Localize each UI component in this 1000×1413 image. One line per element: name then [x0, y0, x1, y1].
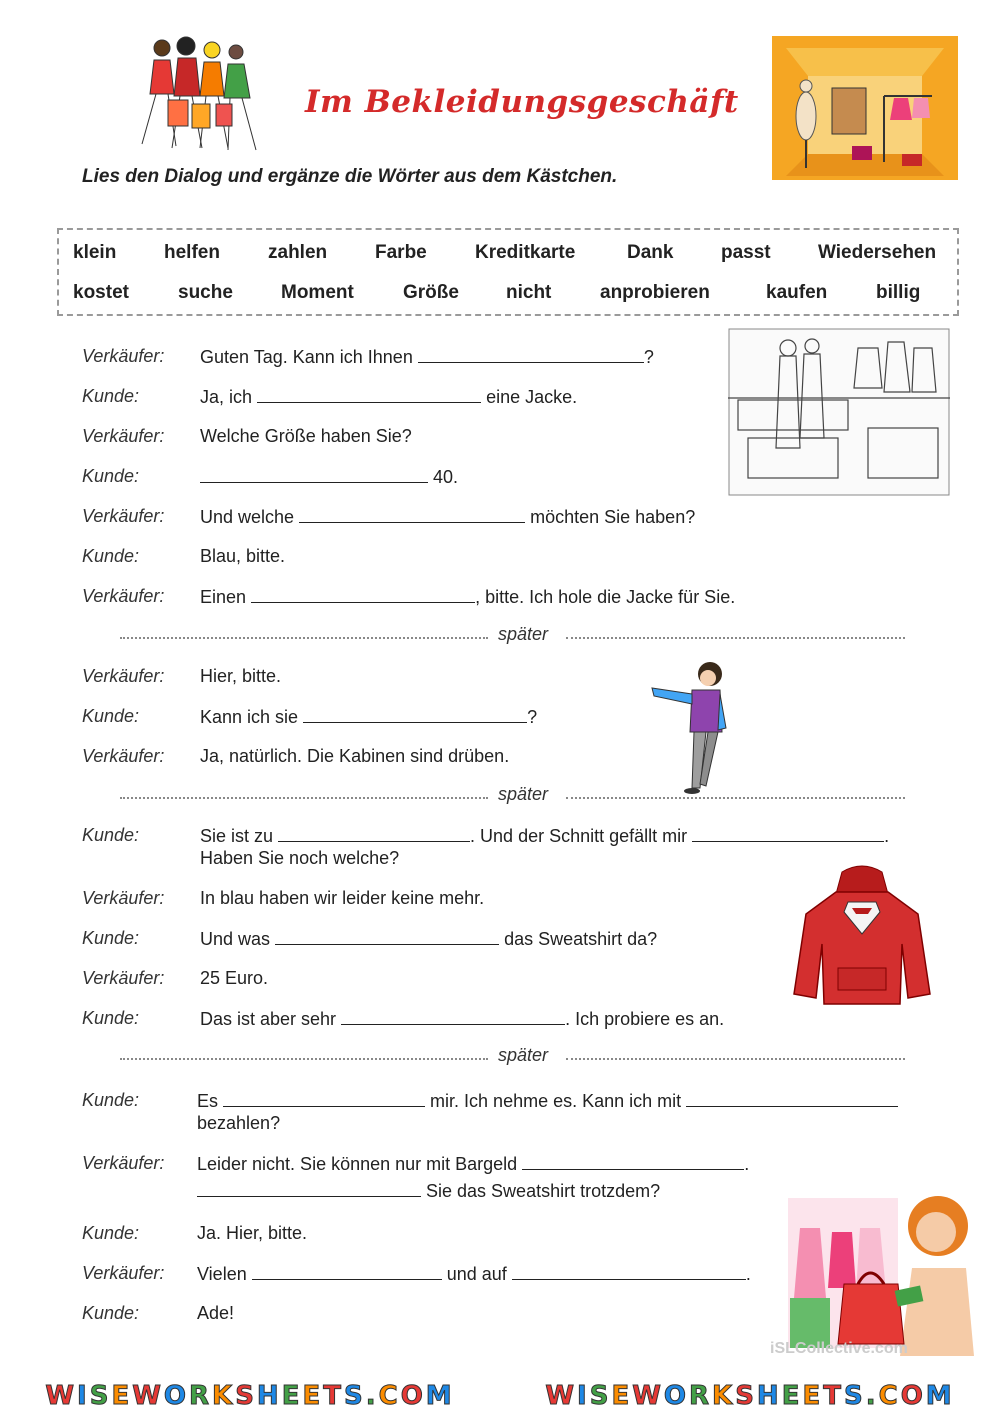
dialog-text: Und was: [200, 929, 271, 949]
speaker-label: Verkäufer:: [82, 968, 165, 988]
word-box-item: nicht: [506, 282, 552, 303]
dialog-text: Blau, bitte.: [200, 546, 286, 566]
answer-blank[interactable]: [200, 466, 428, 483]
dialog-text: Ade!: [197, 1303, 235, 1323]
section-separator: [120, 786, 905, 806]
section-separator: [120, 626, 905, 646]
word-box-item: suche: [178, 282, 233, 303]
answer-blank[interactable]: [299, 506, 525, 523]
word-box-item: Kreditkarte: [475, 242, 576, 263]
dialog-text: Einen: [200, 587, 247, 607]
watermark-text: iSLCollective.com: [770, 1340, 908, 1357]
word-box-item: klein: [73, 242, 117, 263]
answer-blank[interactable]: [251, 586, 475, 603]
speaker-label: Kunde:: [82, 1303, 140, 1323]
answer-blank[interactable]: [223, 1090, 425, 1107]
word-box: [57, 228, 959, 316]
answer-blank[interactable]: [252, 1263, 442, 1280]
answer-blank[interactable]: [522, 1153, 744, 1170]
shop-sketch-illustration: [728, 328, 950, 496]
dialog-line: [200, 506, 695, 528]
speaker-label: Verkäufer:: [82, 506, 165, 526]
speaker-label: Verkäufer:: [82, 746, 165, 766]
dialog-line: [197, 1180, 660, 1202]
dialog-text: . Ich probiere es an.: [565, 1009, 725, 1029]
answer-blank[interactable]: [512, 1263, 746, 1280]
dotted-line: [566, 637, 905, 639]
section-separator: [120, 1047, 905, 1067]
dotted-line: [120, 637, 488, 639]
dialog-line: [200, 928, 657, 950]
dialog-text: Vielen: [197, 1264, 247, 1284]
dialog-text: Ja, natürlich. Die Kabinen sind drüben.: [200, 746, 510, 766]
dialog-text: In blau haben wir leider keine mehr.: [200, 888, 485, 908]
word-box-item: billig: [876, 282, 921, 303]
speaker-label: Kunde:: [82, 1090, 140, 1110]
word-box-item: zahlen: [268, 242, 328, 263]
dialog-text: Das ist aber sehr: [200, 1009, 337, 1029]
answer-blank[interactable]: [341, 1008, 565, 1025]
dialog-text: und auf: [446, 1264, 507, 1284]
answer-blank[interactable]: [278, 825, 470, 842]
dialog-line: [200, 386, 577, 408]
dialog-text: .: [745, 1264, 751, 1284]
red-hoodie-illustration: [792, 864, 932, 1010]
dialog-text: Haben Sie noch welche?: [200, 848, 400, 868]
page-title: Im Bekleidungsgeschäft: [305, 84, 739, 120]
separator-label: später: [498, 784, 549, 804]
dotted-line: [120, 1058, 488, 1060]
word-box-item: kaufen: [766, 282, 828, 303]
speaker-label: Kunde:: [82, 1223, 140, 1243]
dialog-text: , bitte. Ich hole die Jacke für Sie.: [475, 587, 736, 607]
dialog-text: 25 Euro.: [200, 968, 269, 988]
dialog-text: Welche Größe haben Sie?: [200, 426, 412, 446]
speaker-label: Verkäufer:: [82, 586, 165, 606]
separator-label: später: [498, 1045, 549, 1065]
shoppers-illustration: [120, 34, 280, 159]
dialog-text: Leider nicht. Sie können nur mit Bargeld: [197, 1154, 518, 1174]
answer-blank[interactable]: [303, 706, 527, 723]
dialog-text: das Sweatshirt da?: [504, 929, 658, 949]
footer-brand: WISEWORKSHEETS.COM: [45, 1380, 455, 1411]
word-box-item: Größe: [403, 282, 459, 303]
dialog-text: Sie das Sweatshirt trotzdem?: [426, 1181, 661, 1201]
speaker-label: Kunde:: [82, 928, 140, 948]
dialog-text: Guten Tag. Kann ich Ihnen: [200, 347, 413, 367]
word-box-item: Farbe: [375, 242, 427, 263]
dialog-text: .: [884, 826, 890, 846]
speaker-label: Kunde:: [82, 546, 140, 566]
dialog-text: Kann ich sie: [200, 707, 299, 727]
footer-brand: WISEWORKSHEETS.COM: [545, 1380, 955, 1411]
word-box-item: helfen: [164, 242, 220, 263]
dialog-text: Ja. Hier, bitte.: [197, 1223, 308, 1243]
answer-blank[interactable]: [275, 928, 499, 945]
answer-blank[interactable]: [197, 1180, 421, 1197]
answer-blank[interactable]: [257, 386, 481, 403]
word-box-item: passt: [721, 242, 771, 263]
speaker-label: Verkäufer:: [82, 1153, 165, 1173]
dialog-text: möchten Sie haben?: [530, 507, 696, 527]
dialog-text: .: [744, 1154, 750, 1174]
word-box-item: anprobieren: [600, 282, 710, 303]
instruction-text: Lies den Dialog und ergänze die Wörter aus dem Kästchen.: [82, 166, 618, 187]
dialog-line: [200, 825, 889, 847]
dialog-text: ?: [527, 707, 538, 727]
dotted-line: [566, 1058, 905, 1060]
dialog-text: bezahlen?: [197, 1113, 281, 1133]
woman-shopping-illustration: [780, 1188, 976, 1358]
separator-label: später: [498, 624, 549, 644]
clothing-shop-illustration: [772, 36, 958, 180]
speaker-label: Verkäufer:: [82, 888, 165, 908]
dotted-line: [120, 797, 488, 799]
speaker-label: Kunde:: [82, 386, 140, 406]
answer-blank[interactable]: [692, 825, 884, 842]
dialog-line: [197, 1263, 751, 1285]
speaker-label: Verkäufer:: [82, 666, 165, 686]
dialog-line: [200, 346, 654, 368]
dialog-text: . Und der Schnitt gefällt mir: [470, 826, 688, 846]
dialog-line: [200, 706, 537, 728]
dialog-text: eine Jacke.: [486, 387, 578, 407]
word-box-item: kostet: [73, 282, 129, 303]
speaker-label: Kunde:: [82, 466, 140, 486]
speaker-label: Kunde:: [82, 706, 140, 726]
dialog-line: [200, 1008, 724, 1030]
speaker-label: Kunde:: [82, 825, 140, 845]
answer-blank[interactable]: [686, 1090, 898, 1107]
dialog-text: Es: [197, 1091, 219, 1111]
speaker-label: Verkäufer:: [82, 426, 165, 446]
word-box-item: Moment: [281, 282, 354, 303]
speaker-label: Verkäufer:: [82, 1263, 165, 1283]
dialog-text: Ja, ich: [200, 387, 253, 407]
word-box-item: Dank: [627, 242, 674, 263]
speaker-label: Verkäufer:: [82, 346, 165, 366]
dialog-line: [197, 1153, 749, 1175]
dialog-line: [200, 586, 735, 608]
answer-blank[interactable]: [418, 346, 644, 363]
dialog-text: mir. Ich nehme es. Kann ich mit: [430, 1091, 682, 1111]
dialog-text: Hier, bitte.: [200, 666, 282, 686]
dialog-text: ?: [643, 347, 654, 367]
word-box-item: Wiedersehen: [818, 242, 937, 263]
speaker-label: Kunde:: [82, 1008, 140, 1028]
dialog-text: Und welche: [200, 507, 295, 527]
dialog-text: Sie ist zu: [200, 826, 274, 846]
dialog-text: 40.: [433, 467, 459, 487]
dialog-line: [197, 1090, 898, 1112]
dotted-line: [566, 797, 905, 799]
girl-trying-jacket-illustration: [648, 658, 732, 798]
footer-banner: [0, 1378, 1000, 1413]
dialog-line: [200, 466, 458, 488]
